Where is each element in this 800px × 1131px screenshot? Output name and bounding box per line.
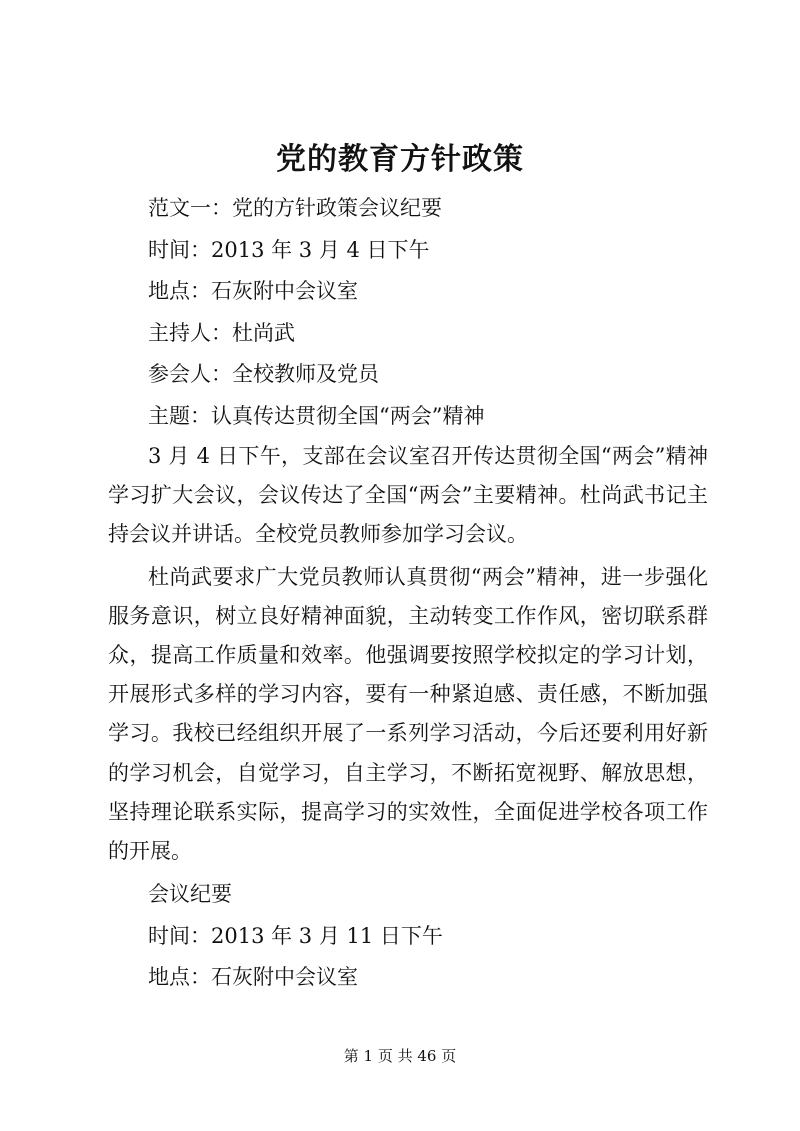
document-title: 党的教育方针政策: [276, 142, 524, 177]
meeting-time-line-2: 时间：2013 年 3 月 11 日下午: [148, 923, 443, 948]
meeting-place-line-2: 地点：石灰附中会议室: [148, 965, 358, 990]
meeting-place-line: 地点：石灰附中会议室: [148, 279, 358, 303]
section-heading-huiyi-jiyao: 会议纪要: [148, 882, 232, 907]
body-paragraph-1: 3 月 4 日下午，支部在会议室召开传达贯彻全国“两会”精神学习扩大会议，会议传达了全国“两会”主要精神。杜尚武书记主持会议并讲话。全校党员教师参加学习会议。: [108, 444, 708, 547]
document-body: [108, 188, 708, 999]
heading-line-fanwen: 范文一：党的方针政策会议纪要: [148, 196, 442, 220]
meeting-attendees-line: 参会人：全校教师及党员: [148, 362, 379, 386]
body-paragraph-2: 杜尚武要求广大党员教师认真贯彻“两会”精神，进一步强化服务意识，树立良好精神面貌，主动转变工作作风，密切联系群众，提高工作质量和效率。他强调要按照学校拟定的学习计划，开展形式多样的学习内容，要有一种紧迫感、责任感，不断加强学习。我校已经组织开展了一系列学习活动，今后还要利用好新的学习机会，自觉学习，自主学习，不断拓宽视野、解放思想，坚持理论联系实际，提高学习的实效性，全面促进学校各项工作的开展。: [108, 564, 708, 864]
meeting-topic-line: 主题：认真传达贯彻全国“两会”精神: [148, 403, 485, 428]
page-footer: 第 1 页 共 46 页: [343, 1047, 457, 1065]
meeting-time-line: 时间：2013 年 3 月 4 日下午: [148, 237, 430, 262]
meeting-host-line: 主持人：杜尚武: [148, 320, 295, 345]
